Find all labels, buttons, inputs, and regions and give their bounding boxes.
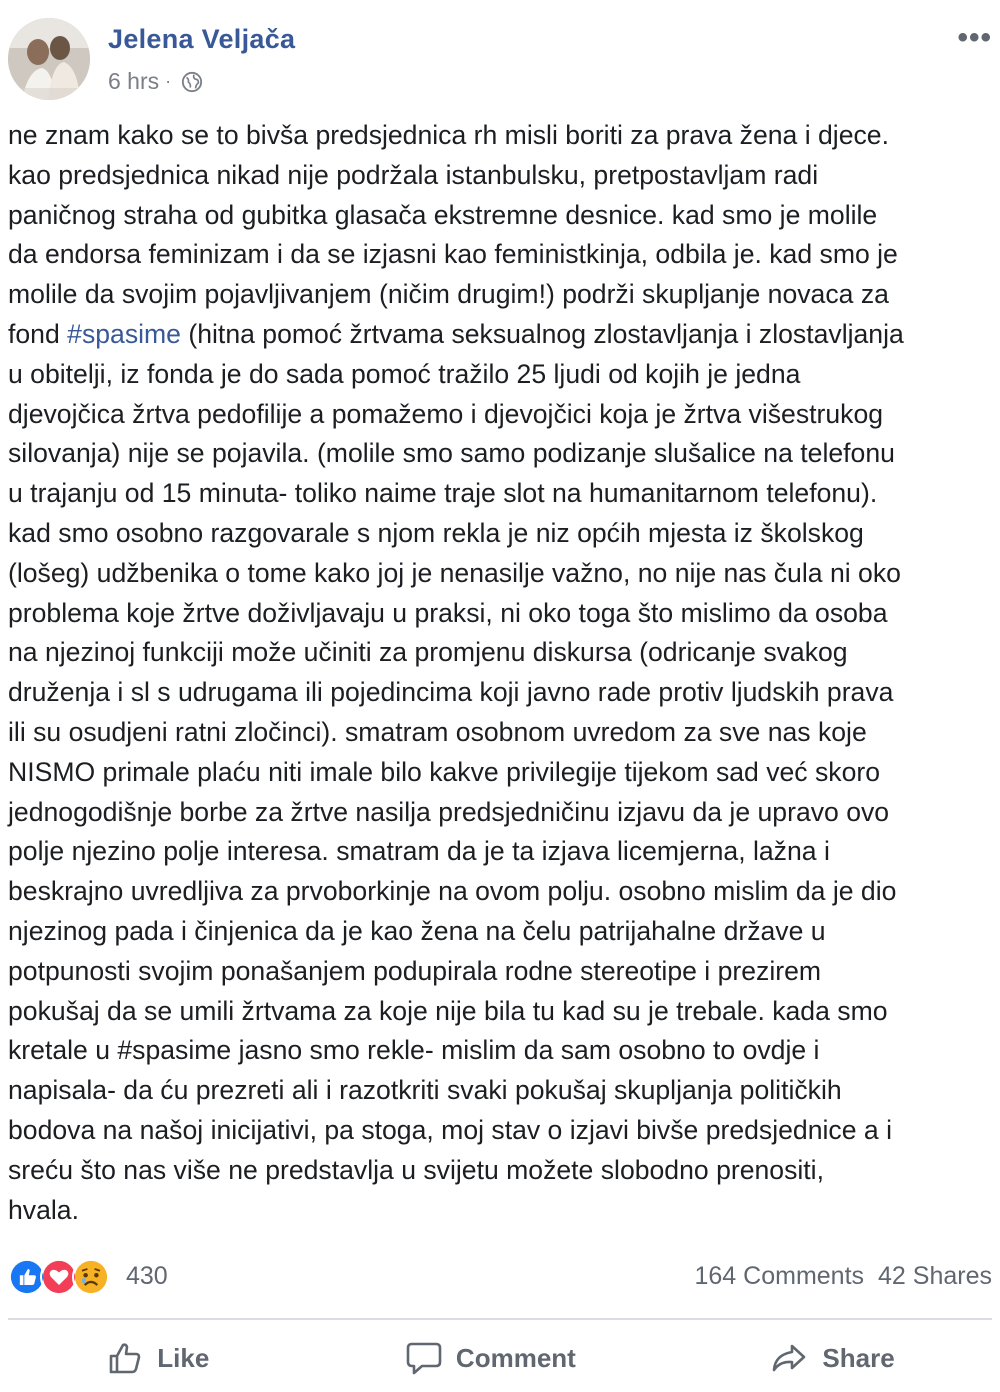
post-text-line xyxy=(8,912,992,952)
avatar[interactable] xyxy=(8,18,90,100)
post-text-line xyxy=(8,315,992,355)
post-text-line xyxy=(8,1031,992,1071)
post-text-segment: problema koje žrtve doživljavaju u praksi, ni oko toga što mislimo da osoba xyxy=(8,597,888,628)
post-text-segment: molile da svojim pojavljivanjem (ničim drugim!) podrži skupljanje novaca za xyxy=(8,279,889,310)
comment-button[interactable] xyxy=(384,1332,596,1384)
post-time[interactable]: 6 hrs xyxy=(108,68,160,94)
author-name[interactable]: Jelena Veljača xyxy=(108,24,296,54)
post-text-segment: (hitna pomoć žrtvama seksualnog zlostavljanja i zlostavljanja xyxy=(180,318,904,349)
post-text-segment: kad smo osobno razgovarale s njom rekla je niz općih mjesta iz školskog xyxy=(8,517,864,548)
post-header xyxy=(8,18,992,108)
post-text-line xyxy=(8,832,992,872)
post-text-segment: ili su osudjeni ratni zločinci). smatram osobnom uvredom za sve nas koje xyxy=(8,716,867,747)
post-text-segment: napisala- da ću prezreti ali i razotkriti svaki pokušaj skupljanja političkih xyxy=(8,1075,842,1106)
post-text-segment: bodova na našoj inicijativi, pa stoga, moj stav o izjavi bivše predsjednice a i xyxy=(8,1114,892,1145)
post-text-segment: fond xyxy=(8,318,68,349)
thumbs-up-icon xyxy=(105,1338,145,1378)
post-text-segment: u obitelji, iz fonda je do sada pomoć tražilo 25 ljudi od kojih je jedna xyxy=(8,358,801,389)
reaction-count[interactable]: 430 xyxy=(126,1262,168,1290)
post-text-segment: da endorsa feminizam i da se izjasni kao feministkinja, odbila je. kad smo je xyxy=(8,239,898,270)
post-text-line xyxy=(8,434,992,474)
engagement-stats xyxy=(695,1262,993,1291)
post-text-line xyxy=(8,554,992,594)
post-text-segment: hvala. xyxy=(8,1194,79,1225)
divider xyxy=(8,1318,992,1320)
post-text-line xyxy=(8,594,992,634)
post-text-segment: njezinog pada i činjenica da je kao žena na čelu patrijahalne države u xyxy=(8,915,826,946)
post-text-line xyxy=(8,1151,992,1191)
post-text-line xyxy=(8,793,992,833)
post-text-segment: potpunosti svojim ponašanjem podupirala rodne stereotipe i prezirem xyxy=(8,955,822,986)
comment-bubble-icon xyxy=(404,1338,444,1378)
post-actions xyxy=(8,1330,992,1386)
post-text-line xyxy=(8,235,992,275)
meta-separator: · xyxy=(165,71,172,91)
post-text-segment: polje njezino polje interesa. smatram da je ta izjava licemjerna, lažna i xyxy=(8,836,830,867)
post-text-line xyxy=(8,196,992,236)
post-text-segment: djevojčica žrtva pedofilije a pomažemo i djevojčici koja je žrtva višestrukog xyxy=(8,398,884,429)
post-text-segment: jednogodišnje borbe za žrtve nasilja predsjedničinu izjavu da je upravo ovo xyxy=(8,796,890,827)
post-text-line xyxy=(8,872,992,912)
reaction-icons[interactable] xyxy=(8,1258,110,1296)
post-text-line xyxy=(8,514,992,554)
post-text-segment: sreću što nas više ne predstavlja u svijetu možete slobodno prenositi, xyxy=(8,1154,824,1185)
post-text-line xyxy=(8,952,992,992)
post-text-line xyxy=(8,1111,992,1151)
share-arrow-icon xyxy=(770,1338,810,1378)
like-button[interactable] xyxy=(85,1332,229,1384)
reactions-summary xyxy=(8,1254,992,1298)
post-text-segment: silovanja) nije se pojavila. (molile smo samo podizanje slušalice na telefonu xyxy=(8,438,895,469)
post-text-segment: NISMO primale plaću niti imale bilo kakve privilegije tijekom sad već skoro xyxy=(8,756,881,787)
share-button[interactable] xyxy=(750,1332,914,1384)
post-text-line xyxy=(8,633,992,673)
post-text-segment: druženja i sl s udrugama ili pojedincima koji javno rade protiv ljudskih prava xyxy=(8,677,894,708)
post-text-line xyxy=(8,355,992,395)
post-body xyxy=(8,116,992,1230)
post-text-segment: pokušaj da se umili žrtvama za koje nije bila tu kad su je trebale. kada smo xyxy=(8,995,888,1026)
post-text-line xyxy=(8,156,992,196)
post-text-line xyxy=(8,116,992,156)
post-text-line xyxy=(8,395,992,435)
shares-count[interactable]: 42 Shares xyxy=(878,1262,992,1290)
post-text-segment: beskrajno uvredljiva za prvoborkinje na ovom polju. osobno mislim da je dio xyxy=(8,876,897,907)
post-text-segment: kao predsjednica nikad nije podržala istanbulsku, pretpostavljam radi xyxy=(8,159,819,190)
post-text-line xyxy=(8,992,992,1032)
post-text-line xyxy=(8,713,992,753)
comment-label: Comment xyxy=(455,1342,576,1373)
like-label: Like xyxy=(157,1342,210,1373)
hashtag-link[interactable]: #spasime xyxy=(67,318,181,349)
more-options-icon[interactable]: ••• xyxy=(957,21,992,54)
post-text-segment: kretale u #spasime jasno smo rekle- mislim da sam osobno to ovdje i xyxy=(8,1035,820,1066)
sad-reaction-icon xyxy=(72,1258,110,1296)
post-text-line xyxy=(8,1191,992,1231)
post-text-line xyxy=(8,474,992,514)
post-text-line xyxy=(8,1071,992,1111)
post-text-line xyxy=(8,275,992,315)
post-text-line xyxy=(8,753,992,793)
post-text-segment: paničnog straha od gubitka glasača ekstremne desnice. kad smo je molile xyxy=(8,199,878,230)
post-text-line xyxy=(8,673,992,713)
comments-count[interactable]: 164 Comments xyxy=(694,1262,865,1290)
post-text-segment: u trajanju od 15 minuta- toliko naime traje slot na humanitarnom telefonu). xyxy=(8,478,878,509)
share-label: Share xyxy=(822,1342,895,1373)
post-text-segment: (lošeg) udžbenika o tome kako joj je nenasilje važno, no nije nas čula ni oko xyxy=(8,557,901,588)
post-meta xyxy=(108,68,203,95)
post-text-segment: na njezinoj funkciji može učiniti za promjenu diskursa (odricanje svakog xyxy=(8,637,848,668)
globe-icon xyxy=(181,71,203,93)
post-text-segment: ne znam kako se to bivša predsjednica rh misli boriti za prava žena i djece. xyxy=(8,120,889,150)
